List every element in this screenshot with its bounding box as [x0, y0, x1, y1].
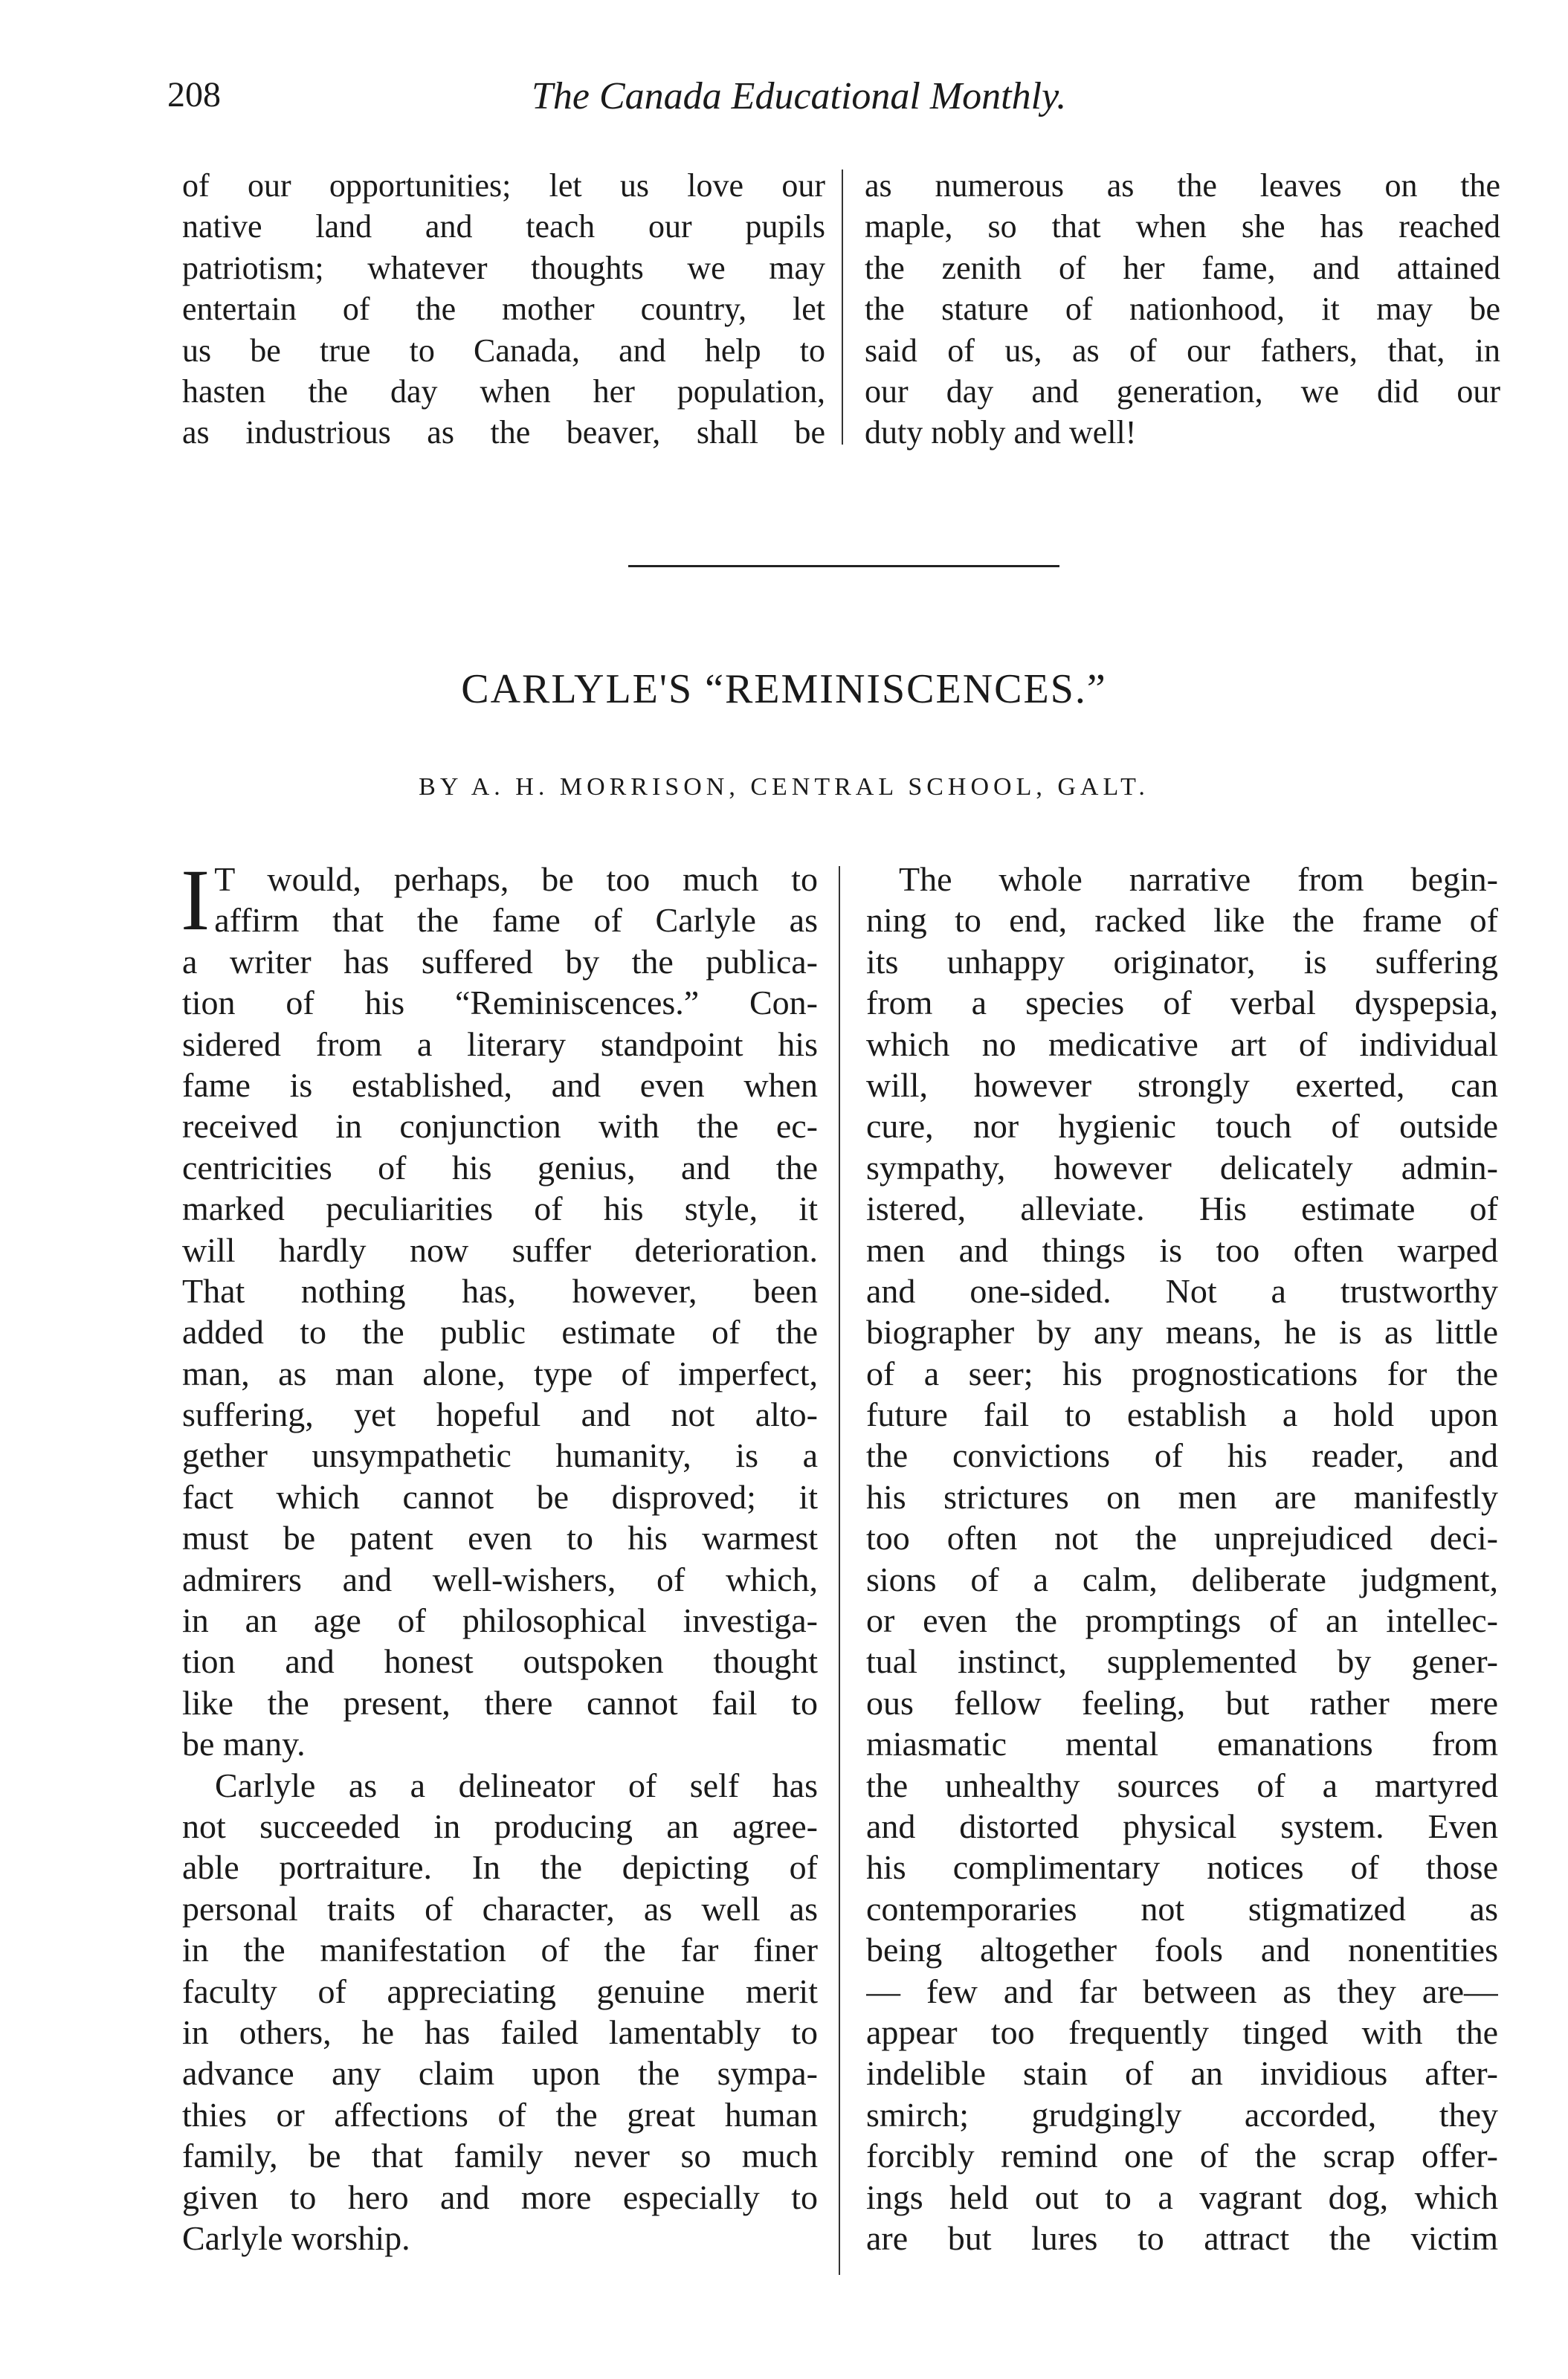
text-line: added to the public estimate of the: [182, 1313, 818, 1352]
section-separator: [628, 565, 1059, 567]
page-number: 208: [167, 75, 221, 114]
text-line: as numerous as the leaves on the: [865, 167, 1500, 204]
text-line: personal traits of character, as well as: [182, 1889, 818, 1928]
text-line: sidered from a literary standpoint his: [182, 1024, 818, 1063]
text-line: in the manifestation of the far finer: [182, 1931, 818, 1969]
text-line: the convictions of his reader, and: [866, 1436, 1498, 1475]
text-line: as industrious as the beaver, shall be: [182, 414, 825, 451]
text-line: appear too frequently tinged with the: [866, 2012, 1498, 2051]
text-line: men and things is too often warped: [866, 1230, 1498, 1269]
text-line: family, be that family never so much: [182, 2137, 818, 2175]
text-line: and one-sided. Not a trustworthy: [866, 1271, 1498, 1310]
text-line: tion of his “Reminiscences.” Con-: [182, 984, 818, 1022]
text-line: not succeeded in producing an agree-: [182, 1807, 818, 1845]
text-line: will, however strongly exerted, can: [866, 1065, 1498, 1104]
text-line: of our opportunities; let us love our: [182, 167, 825, 204]
text-line: man, as man alone, type of imperfect,: [182, 1354, 818, 1392]
text-line: indelible stain of an invidious after-: [866, 2054, 1498, 2093]
text-line: are but lures to attract the victim: [866, 2218, 1498, 2257]
text-line: future fail to establish a hold upon: [866, 1395, 1498, 1434]
text-line: sympathy, however delicately admin-: [866, 1148, 1498, 1187]
running-title: The Canada Educational Monthly.: [532, 75, 1067, 117]
text-line: — few and far between as they are—: [866, 1972, 1498, 2010]
text-line: like the present, there cannot fail to: [182, 1683, 818, 1722]
text-line: duty nobly and well!: [865, 414, 1137, 451]
text-line: affirm that the fame of Carlyle as: [214, 901, 818, 940]
text-line: The whole narrative from begin-: [899, 860, 1498, 898]
text-line: istered, alleviate. His estimate of: [866, 1190, 1498, 1228]
text-line: ning to end, racked like the frame of: [866, 901, 1498, 940]
text-line: able portraiture. In the depicting of: [182, 1848, 818, 1887]
text-line: forcibly remind one of the scrap offer-: [866, 2137, 1498, 2175]
text-line: ings held out to a vagrant dog, which: [866, 2178, 1498, 2216]
top-left-column: [182, 165, 825, 453]
text-line: being altogether fools and nonentities: [866, 1931, 1498, 1969]
text-line: given to hero and more especially to: [182, 2178, 818, 2216]
drop-cap: I: [181, 851, 210, 949]
text-line: thies or affections of the great human: [182, 2095, 818, 2134]
text-line: said of us, as of our fathers, that, in: [865, 332, 1500, 369]
text-line: faculty of appreciating genuine merit: [182, 1972, 818, 2010]
text-line: his strictures on men are manifestly: [866, 1477, 1498, 1516]
text-line: of a seer; his prognostications for the: [866, 1354, 1498, 1392]
text-line: biographer by any means, he is as little: [866, 1313, 1498, 1352]
text-line: ous fellow feeling, but rather mere: [866, 1683, 1498, 1722]
text-line: the stature of nationhood, it may be: [865, 291, 1500, 328]
text-line: admirers and well-wishers, of which,: [182, 1560, 818, 1598]
text-line: his complimentary notices of those: [866, 1848, 1498, 1887]
article-left-column: [181, 851, 818, 2259]
text-line: or even the promptings of an intellec-: [866, 1601, 1498, 1640]
article-right-column: [866, 859, 1498, 2259]
text-line: Carlyle worship.: [182, 2218, 410, 2257]
text-line: our day and generation, we did our: [865, 372, 1500, 410]
text-line: patriotism; whatever thoughts we may: [182, 249, 825, 286]
text-line: maple, so that when she has reached: [865, 208, 1500, 245]
column-divider: [839, 866, 840, 2275]
text-line: the unhealthy sources of a martyred: [866, 1766, 1498, 1804]
page-header: [167, 74, 1483, 134]
text-line: fact which cannot be disproved; it: [182, 1477, 818, 1516]
text-line: the zenith of her fame, and attained: [865, 249, 1500, 286]
text-line: advance any claim upon the sympa-: [182, 2054, 818, 2093]
text-line: That nothing has, however, been: [182, 1271, 818, 1310]
text-line: contemporaries not stigmatized as: [866, 1889, 1498, 1928]
text-line: sions of a calm, deliberate judgment,: [866, 1560, 1498, 1598]
text-line: Carlyle as a delineator of self has: [215, 1766, 818, 1804]
column-divider: [842, 170, 843, 445]
text-line: its unhappy originator, is suffering: [866, 942, 1498, 981]
text-line: in an age of philosophical investiga-: [182, 1601, 818, 1640]
text-line: cure, nor hygienic touch of outside: [866, 1107, 1498, 1146]
text-line: centricities of his genius, and the: [182, 1148, 818, 1187]
text-line: be many.: [182, 1725, 306, 1763]
text-line: miasmatic mental emanations from: [866, 1725, 1498, 1763]
text-line: tual instinct, supplemented by gener-: [866, 1642, 1498, 1681]
text-line: suffering, yet hopeful and not alto-: [182, 1395, 818, 1434]
text-line: received in conjunction with the ec-: [182, 1107, 818, 1146]
text-line: a writer has suffered by the publica-: [182, 942, 818, 981]
text-line: fame is established, and even when: [182, 1065, 818, 1104]
article-byline: BY A. H. MORRISON, CENTRAL SCHOOL, GALT.: [419, 773, 1149, 801]
text-line: entertain of the mother country, let: [182, 291, 825, 328]
text-line: hasten the day when her population,: [182, 372, 825, 410]
text-line: which no medicative art of individual: [866, 1024, 1498, 1063]
text-line: marked peculiarities of his style, it: [182, 1190, 818, 1228]
text-line: will hardly now suffer deterioration.: [182, 1230, 818, 1269]
text-line: tion and honest outspoken thought: [182, 1642, 818, 1681]
text-line: in others, he has failed lamentably to: [182, 2012, 818, 2051]
text-line: from a species of verbal dyspepsia,: [866, 984, 1498, 1022]
text-line: us be true to Canada, and help to: [182, 332, 825, 369]
text-line: smirch; grudgingly accorded, they: [866, 2095, 1498, 2134]
top-right-column: [865, 165, 1500, 453]
article-title: CARLYLE'S “REMINISCENCES.”: [461, 666, 1107, 712]
text-line: must be patent even to his warmest: [182, 1519, 818, 1558]
text-line: T would, perhaps, be too much to: [214, 860, 818, 898]
text-line: gether unsympathetic humanity, is a: [182, 1436, 818, 1475]
text-line: and distorted physical system. Even: [866, 1807, 1498, 1845]
text-line: native land and teach our pupils: [182, 208, 825, 245]
text-line: too often not the unprejudiced deci-: [866, 1519, 1498, 1558]
